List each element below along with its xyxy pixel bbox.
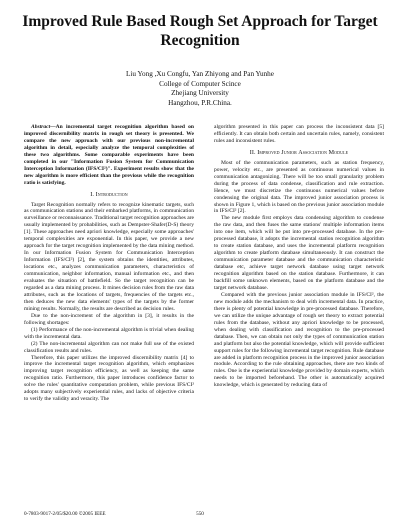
author-department: College of Computer Scince — [159, 79, 241, 88]
paragraph: Most of the communication parameters, such as station frequency, power, velocity etc., are presented as continuous numerical values in communication antagonizing. There will be too small granularity problem during the process of data condense, classification and rule extraction. Hence, we must discretize the continuous numerical values before condensing the original data. The improved junior association process is shown in Figure 1, which is based on the previous junior association module in IFS/CI² [2]. — [214, 159, 384, 215]
paragraph: Therefore, this paper utilizes the improved discernibility matrix [4] to improve the incremental target recognition algorithm, which emphasizes improving target recognition efficiency, as well as keeping the same recognition ratio. Furthermore, this paper introduces confidence factor to solve the rules' quantitative computation problem, while previous IFS/CI² adopts many subjectively experiential rules, and lacks of objective criteria to verify the validity and veracity. The — [24, 354, 194, 403]
author-block — [10, 70, 390, 108]
section-heading-junior-association: II. Improved Junior Association Module — [249, 149, 349, 156]
right-column — [214, 124, 384, 389]
paragraph: The new module first employs data condensing algorithm to condense the raw data, and then fuses the same stations' multiple information items into one item, which will be put into pre-processed database. In the pre-processed database, it adopts the incremental station recognition algorithm to create station database, and uses the incremental platform recognition algorithm to create platform database simultaneously. It can construct the communication parameter database and the communication characteristic database etc, achieve target network database using target network recognition algorithm based on the station database. Furthermore, it can backfill some unknown elements, based on the platform database and the target network database. — [214, 215, 384, 291]
abstract-text: —An incremental target recognition algorithm based on improved discernibility matrix in rough set theory is presented. We compare the new approach with our previous non-incremental algorithm in detail, especially analyze the temporal complexities of these two algorithms. Some comparable experiments have been completed in our "Information Fusion System for Communication Interception Information (IFS/CI²)". Experiment results show that the new algorithm is more efficient than the previous while the recognition ratio is satisfying. — [24, 124, 194, 186]
author-university: Zhejiang University — [171, 89, 229, 98]
page-number: 550 — [196, 511, 204, 517]
abstract — [24, 124, 194, 187]
author-names: Liu Yong ,Xu Congfu, Yan Zhiyong and Pan Yunhe — [126, 70, 274, 78]
copyright-footer: 0-7803-9017-2/05/$20.00 ©2005 IEEE — [24, 511, 106, 517]
author-city: Hangzhou, P.R.China. — [168, 98, 232, 107]
paper-title: Improved Rule Based Rough Set Approach for Target Recognition — [22, 13, 378, 49]
paragraph: Due to the non-increment of the algorithm in [3], it results in the following shortages: — [24, 312, 194, 326]
paragraph: Compared with the previous junior association module in IFS/CI², the new module adds the mechanism to deal with incremental data. In practice, there is plenty of potential knowledge in pre-processed database. Therefore, we can utilize the unique advantage of rough set theory to extract potential rules from the database, without any apriori knowledge to be processed, when dealing with classification and recognition to the pre-processed database. Then, we can obtain not only the types of communication station and platform but also the potential knowledge, which will provide sufficient support rules for the following incremental target recognition. Rule database are added in platform recognition process in the improved junior association module. According to the rule obtaining approaches, there are two kinds of rules. One is the experiential knowledge provided by domain experts, which needs to be imported beforehand. The other is automatically acquired knowledge, which is generated by reducing data of — [214, 291, 384, 389]
section-heading-introduction: I. Introduction — [90, 191, 128, 198]
abstract-label: Abstract — [31, 124, 51, 130]
paragraph: (2) The non-incremental algorithm can not make full use of the existed classification results and rules. — [24, 340, 194, 354]
paragraph: Target Recognition normally refers to recognize kinematic targets, such as communication stations and their embarked platforms, in communication surveillance or reconnaissance. Traditional target recognition approaches are usually implemented by probabilities, such as Dempster-Shafer(D-S) theory [1]. These approaches need apriori knowledge, especially some approaches' temporal complexities are exponential. In this paper, we provide a new approach for the target recognition implemented by the data mining method. In our Information Fusion System for Communication Interception Information (IFS/CI²) [2], the system obtains the identities, attributes, locations etc., analyzes communication parameters, characteristics of communication, neighbor information, manual information etc., and then evaluates the situation of battlefield. So the target recognition can be regarded as a data mining process. It mines decision rules from the raw data attributes, such as the locations of targets, frequencies of the targets etc., then deduces the new data elements' types of the targets by the former mining results. Normally, the results are described as decision rules. — [24, 201, 194, 312]
paragraph: (1) Performance of the non-incremental algorithm is trivial when dealing with the incremental data. — [24, 326, 194, 340]
left-column — [24, 124, 194, 403]
paragraph: algorithm presented in this paper can process the inconsistent data [5] efficiently. It can obtain both certain and uncertain rules, namely, consistent rules and inconsistent rules. — [214, 124, 384, 144]
